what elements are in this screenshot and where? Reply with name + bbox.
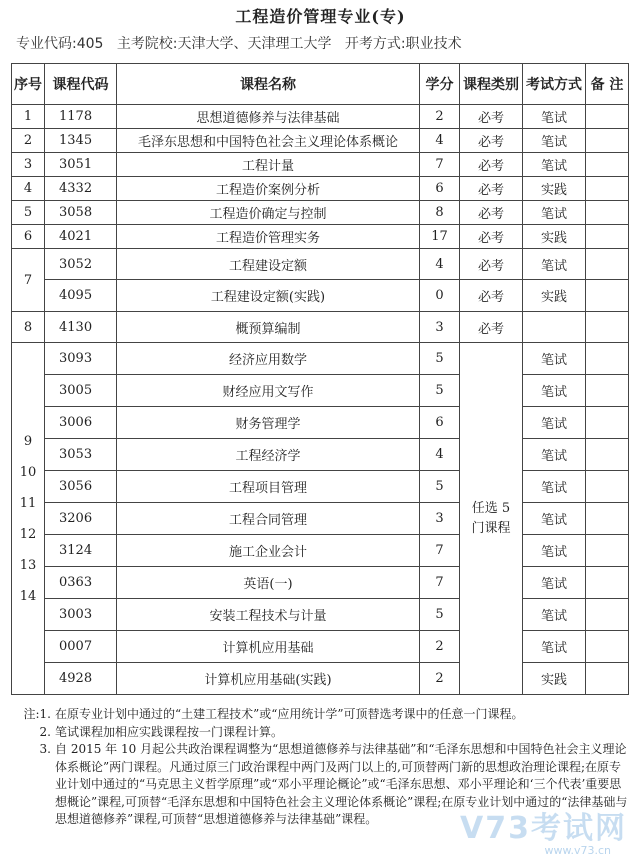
header-exam: 考试方式 — [523, 64, 586, 105]
cell-credit: 5 — [420, 471, 460, 503]
cell-remark — [586, 280, 629, 312]
cell-code: 3124 — [45, 535, 117, 567]
cell-seq: 3 — [12, 153, 45, 177]
cell-remark — [586, 631, 629, 663]
cell-remark — [586, 663, 629, 695]
cell-name: 英语(一) — [117, 567, 420, 599]
cell-code: 3052 — [45, 249, 117, 280]
cell-seq: 1 — [12, 105, 45, 129]
cell-name: 工程建设定额(实践) — [117, 280, 420, 312]
note-text: 在原专业计划中通过的“土建工程技术”或“应用统计学”可顶替选考课中的任意一门课程。 — [55, 707, 524, 721]
note-text: 自 2015 年 10 月起公共政治课程调整为“思想道德修养与法律基础”和“毛泽东思想和中国特色社会主义理论体系概论”两门课程。凡通过原三门政治课程中两门及两门以上的,可顶替两门新的思想政治理论课程;在原专业计划中通过的“马克思主义哲学原理”或“邓小平理论概论”或“毛泽东思想、邓小平理论和‘三个代表’重要思想概论”课程,可顶替“毛泽东思想和中国特色社会主义理论体系概论”课程;在原专业计划中通过的“法律基础与思想道德修养”课程,可顶替“思想道德修养与法律基础”课程。 — [55, 742, 628, 826]
cell-exam: 笔试 — [523, 201, 586, 225]
cell-exam: 笔试 — [523, 129, 586, 153]
cell-remark — [586, 129, 629, 153]
cell-credit: 0 — [420, 280, 460, 312]
cell-seq: 5 — [12, 201, 45, 225]
table-row — [12, 280, 629, 312]
table-row — [12, 225, 629, 249]
group-seq-12: 12 — [19, 526, 37, 542]
cell-exam: 实践 — [523, 177, 586, 201]
cell-name: 工程计量 — [117, 153, 420, 177]
cell-code: 3056 — [45, 471, 117, 503]
cell-code: 3053 — [45, 439, 117, 471]
cell-exam: 实践 — [523, 225, 586, 249]
cell-code: 4928 — [45, 663, 117, 695]
table-row — [12, 201, 629, 225]
cell-remark — [586, 471, 629, 503]
cell-type: 必考 — [460, 177, 523, 201]
cell-code: 3093 — [45, 343, 117, 375]
table-row — [12, 663, 629, 695]
cell-exam: 笔试 — [523, 343, 586, 375]
cell-remark — [586, 407, 629, 439]
cell-name: 毛泽东思想和中国特色社会主义理论体系概论 — [117, 129, 420, 153]
cell-code: 1178 — [45, 105, 117, 129]
cell-code: 0007 — [45, 631, 117, 663]
cell-exam — [523, 312, 586, 343]
cell-type: 必考 — [460, 225, 523, 249]
major-code: 专业代码:405 — [16, 36, 104, 52]
cell-code: 4095 — [45, 280, 117, 312]
cell-exam: 实践 — [523, 663, 586, 695]
cell-code: 1345 — [45, 129, 117, 153]
cell-name: 工程造价管理实务 — [117, 225, 420, 249]
cell-exam: 笔试 — [523, 567, 586, 599]
note-number: 2. — [39, 724, 51, 739]
cell-type: 必考 — [460, 129, 523, 153]
cell-name: 工程合同管理 — [117, 503, 420, 535]
header-remark: 备 注 — [586, 64, 629, 105]
cell-seq: 6 — [12, 225, 45, 249]
exam-school: 主考院校:天津大学、天津理工大学 — [116, 36, 332, 52]
cell-code: 3006 — [45, 407, 117, 439]
watermark-url: www.v73.cn — [544, 844, 611, 857]
table-row — [12, 535, 629, 567]
cell-name: 计算机应用基础(实践) — [117, 663, 420, 695]
table-row — [12, 249, 629, 280]
cell-code: 3003 — [45, 599, 117, 631]
cell-seq: 4 — [12, 177, 45, 201]
cell-type: 必考 — [460, 105, 523, 129]
note-item — [11, 724, 628, 742]
cell-code: 3051 — [45, 153, 117, 177]
cell-credit: 5 — [420, 599, 460, 631]
group-seq-10: 10 — [19, 464, 37, 480]
cell-credit: 2 — [420, 105, 460, 129]
cell-name: 工程经济学 — [117, 439, 420, 471]
cell-credit: 4 — [420, 129, 460, 153]
cell-credit: 4 — [420, 249, 460, 280]
cell-type-elective: 任选 5 门课程 — [460, 343, 523, 695]
cell-type: 必考 — [460, 312, 523, 343]
table-row — [12, 177, 629, 201]
table-row — [12, 471, 629, 503]
table-row — [12, 503, 629, 535]
table-row — [12, 599, 629, 631]
cell-remark — [586, 312, 629, 343]
cell-type: 必考 — [460, 201, 523, 225]
cell-name: 财经应用文写作 — [117, 375, 420, 407]
cell-remark — [586, 201, 629, 225]
cell-name: 思想道德修养与法律基础 — [117, 105, 420, 129]
cell-seq: 7 — [12, 249, 45, 312]
cell-code: 3005 — [45, 375, 117, 407]
cell-exam: 笔试 — [523, 503, 586, 535]
cell-name: 工程造价案例分析 — [117, 177, 420, 201]
cell-credit: 8 — [420, 201, 460, 225]
cell-name: 计算机应用基础 — [117, 631, 420, 663]
cell-exam: 笔试 — [523, 439, 586, 471]
cell-credit: 17 — [420, 225, 460, 249]
cell-exam: 实践 — [523, 280, 586, 312]
cell-type: 必考 — [460, 280, 523, 312]
cell-remark — [586, 375, 629, 407]
cell-remark — [586, 225, 629, 249]
group-seq-13: 13 — [19, 557, 37, 573]
cell-name: 施工企业会计 — [117, 535, 420, 567]
header-name: 课程名称 — [117, 64, 420, 105]
cell-seq-group — [12, 343, 45, 695]
cell-credit: 7 — [420, 567, 460, 599]
cell-credit: 3 — [420, 312, 460, 343]
cell-remark — [586, 535, 629, 567]
cell-credit: 2 — [420, 663, 460, 695]
table-header-row — [12, 64, 629, 105]
table-row — [12, 129, 629, 153]
cell-name: 工程造价确定与控制 — [117, 201, 420, 225]
cell-credit: 5 — [420, 375, 460, 407]
table-row — [12, 631, 629, 663]
cell-exam: 笔试 — [523, 375, 586, 407]
table-row — [12, 567, 629, 599]
group-seq-14: 14 — [19, 588, 37, 604]
cell-name: 安装工程技术与计量 — [117, 599, 420, 631]
cell-exam: 笔试 — [523, 631, 586, 663]
cell-type: 必考 — [460, 249, 523, 280]
cell-credit: 5 — [420, 343, 460, 375]
cell-credit: 6 — [420, 407, 460, 439]
cell-remark — [586, 153, 629, 177]
cell-name: 概预算编制 — [117, 312, 420, 343]
course-table — [11, 63, 629, 695]
cell-type: 必考 — [460, 153, 523, 177]
major-meta — [16, 33, 462, 53]
cell-credit: 7 — [420, 535, 460, 567]
cell-exam: 笔试 — [523, 599, 586, 631]
cell-remark — [586, 343, 629, 375]
cell-exam: 笔试 — [523, 535, 586, 567]
table-row — [12, 312, 629, 343]
table-row — [12, 153, 629, 177]
note-item — [11, 706, 628, 724]
cell-credit: 7 — [420, 153, 460, 177]
table-row — [12, 105, 629, 129]
cell-remark — [586, 177, 629, 201]
page-title: 工程造价管理专业(专) — [235, 7, 406, 26]
cell-exam: 笔试 — [523, 153, 586, 177]
table-row — [12, 375, 629, 407]
cell-credit: 3 — [420, 503, 460, 535]
header-code: 课程代码 — [45, 64, 117, 105]
header-credit: 学分 — [420, 64, 460, 105]
note-number: 注:1. — [23, 707, 51, 721]
cell-seq: 2 — [12, 129, 45, 153]
cell-credit: 2 — [420, 631, 460, 663]
group-seq-9: 9 — [23, 433, 33, 449]
cell-code: 4130 — [45, 312, 117, 343]
note-text: 笔试课程加相应实践课程按一门课程计算。 — [55, 724, 284, 739]
cell-code: 0363 — [45, 567, 117, 599]
cell-remark — [586, 599, 629, 631]
header-seq: 序号 — [12, 64, 45, 105]
cell-credit: 6 — [420, 177, 460, 201]
cell-remark — [586, 105, 629, 129]
cell-remark — [586, 249, 629, 280]
table-row — [12, 343, 629, 375]
table-row — [12, 407, 629, 439]
cell-code: 4021 — [45, 225, 117, 249]
cell-credit: 4 — [420, 439, 460, 471]
header-type: 课程类别 — [460, 64, 523, 105]
cell-name: 工程建设定额 — [117, 249, 420, 280]
cell-remark — [586, 503, 629, 535]
cell-seq: 8 — [12, 312, 45, 343]
cell-code: 4332 — [45, 177, 117, 201]
cell-name: 工程项目管理 — [117, 471, 420, 503]
cell-code: 3206 — [45, 503, 117, 535]
cell-exam: 笔试 — [523, 471, 586, 503]
watermark-logo: V73考试网 — [460, 811, 627, 846]
cell-code: 3058 — [45, 201, 117, 225]
cell-remark — [586, 567, 629, 599]
cell-exam: 笔试 — [523, 105, 586, 129]
cell-exam: 笔试 — [523, 407, 586, 439]
note-number: 3. — [39, 742, 51, 756]
exam-mode: 开考方式:职业技术 — [344, 36, 462, 52]
cell-remark — [586, 439, 629, 471]
cell-name: 财务管理学 — [117, 407, 420, 439]
cell-name: 经济应用数学 — [117, 343, 420, 375]
table-row — [12, 439, 629, 471]
cell-exam: 笔试 — [523, 249, 586, 280]
group-seq-11: 11 — [19, 495, 37, 511]
